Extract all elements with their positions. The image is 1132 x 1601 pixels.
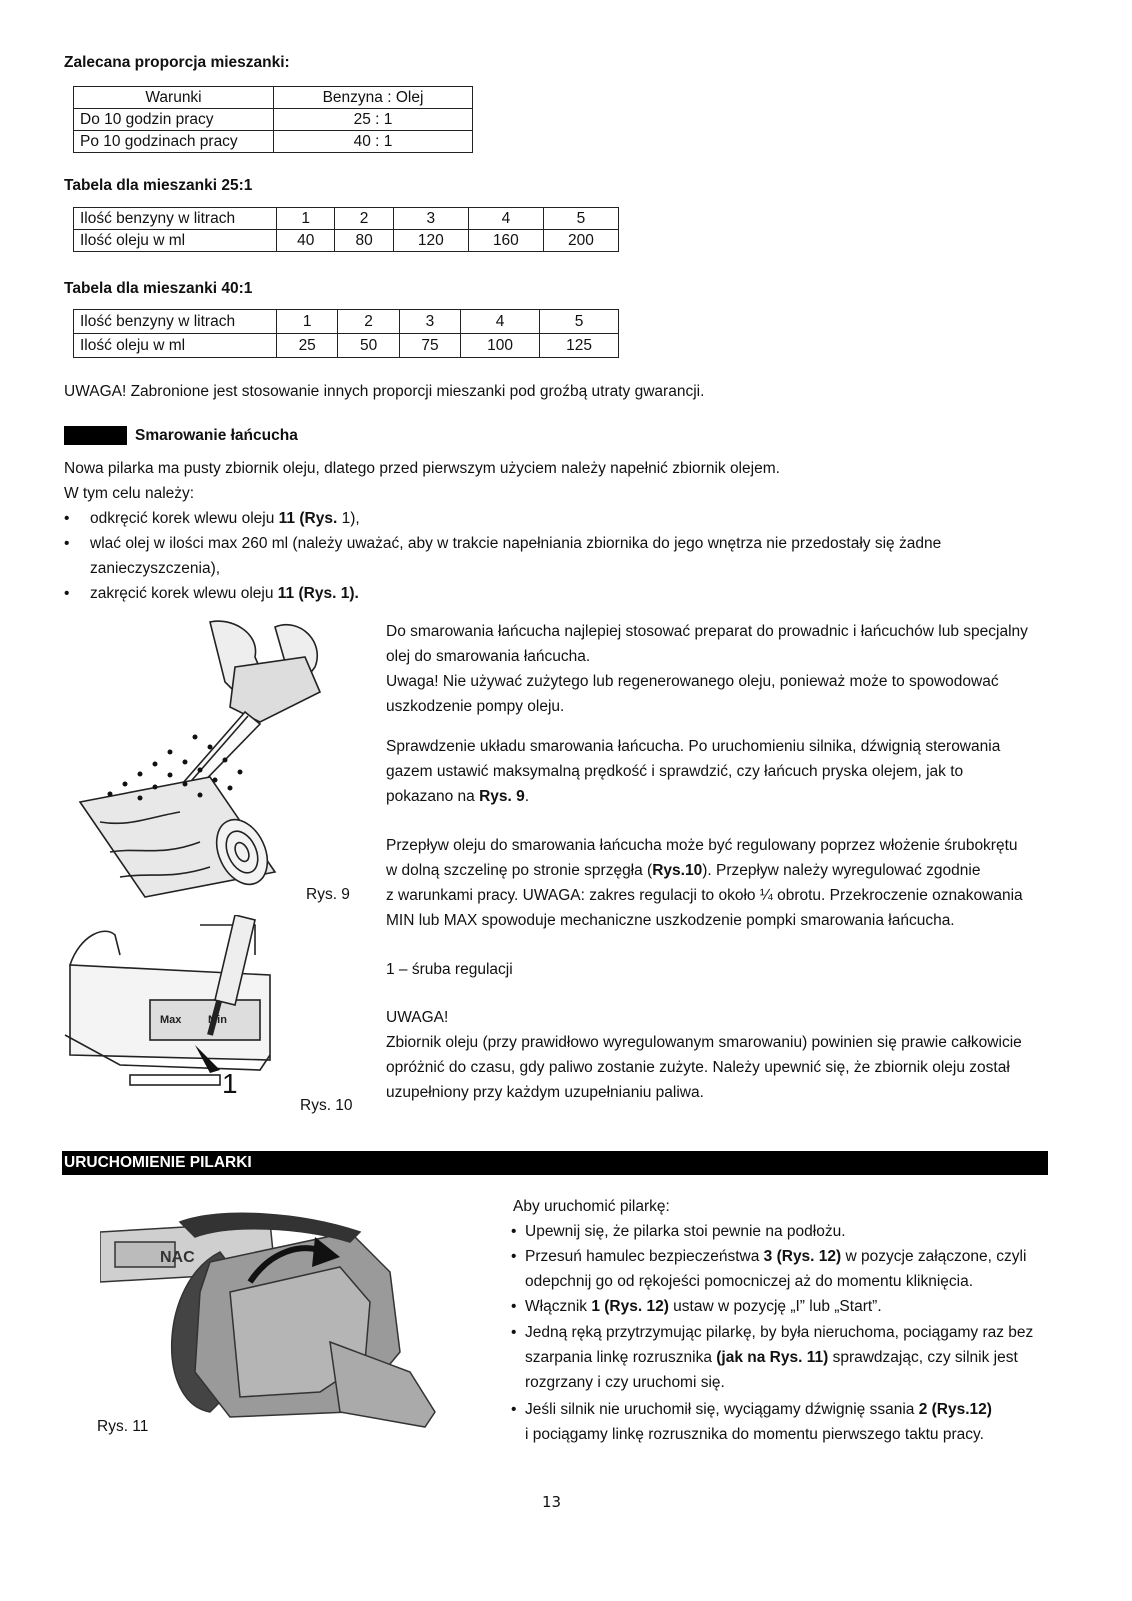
figure-11-label: Rys. 11	[97, 1418, 149, 1435]
table-cell: 1	[277, 310, 338, 334]
bullet-icon: •	[64, 535, 70, 552]
table-cell: Ilość benzyny w litrach	[74, 310, 277, 334]
lube-section-title: Smarowanie łańcucha	[135, 427, 298, 444]
table-cell: 40 : 1	[274, 131, 473, 153]
table-cell: Ilość oleju w ml	[74, 230, 277, 252]
start-section-bar	[62, 1151, 1048, 1175]
bullet-icon: •	[64, 585, 70, 602]
table-cell: 125	[540, 334, 619, 358]
table-cell: 75	[399, 334, 460, 358]
table-cell: Po 10 godzinach pracy	[74, 131, 274, 153]
mix-heading: Zalecana proporcja mieszanki:	[64, 54, 290, 71]
table-cell: 1	[277, 208, 335, 230]
table-cell: 200	[543, 230, 618, 252]
table-cell: 100	[461, 334, 540, 358]
lube-oil-paragraph: Do smarowania łańcucha najlepiej stosować preparat do prowadnic i łańcuchów lub specjalny olej do smarowania łańcucha. Uwaga! Nie używać zużytego lub regenerowanego oleju, ponieważ może to spowodować uszkodzenie pompy oleju.	[386, 623, 1028, 715]
list-item: • Jeśli silnik nie uruchomił się, wyciągamy dźwignię ssania 2 (Rys.12) i pociągamy linkę rozrusznika do momentu pierwszego taktu pracy.	[511, 1397, 1051, 1447]
table-cell: 5	[543, 208, 618, 230]
section-marker	[64, 426, 127, 445]
table-row	[74, 334, 619, 358]
table-cell: Do 10 godzin pracy	[74, 109, 274, 131]
lube-check-paragraph: Sprawdzenie układu smarowania łańcucha. Po uruchomieniu silnika, dźwignią sterowania gazem ustawić maksymalną prędkość i sprawdzić, czy łańcuch pryska olejem, jak to pokazano na Rys. 9.	[386, 738, 1001, 805]
table-cell: 2	[338, 310, 399, 334]
table-cell: 50	[338, 334, 399, 358]
table-cell: 4	[468, 208, 543, 230]
table-row	[74, 310, 619, 334]
list-item: • odkręcić korek wlewu oleju 11 (Rys. 1),	[64, 506, 1064, 531]
table-row	[74, 208, 619, 230]
screw-legend: 1 – śruba regulacji	[386, 961, 513, 978]
bullet-icon: •	[511, 1298, 517, 1315]
lube-intro: Nowa pilarka ma pusty zbiornik oleju, dlatego przed pierwszym użyciem należy napełnić zbiornik olejem.	[64, 460, 780, 477]
mix-25-table	[73, 207, 619, 252]
bullet-icon: •	[511, 1248, 517, 1265]
list-item: • zakręcić korek wlewu oleju 11 (Rys. 1).	[64, 581, 1064, 606]
chainsaw-start-illustration	[100, 1212, 440, 1442]
oil-adjustment-illustration	[60, 915, 290, 1115]
table-row	[74, 109, 473, 131]
table-cell: Ilość oleju w ml	[74, 334, 277, 358]
start-section-title: URUCHOMIENIE PILARKI	[64, 1154, 252, 1171]
lube-intro-2: W tym celu należy:	[64, 485, 195, 502]
min-label: Min	[208, 1014, 227, 1026]
table-cell: Benzyna : Olej	[274, 87, 473, 109]
figure-9-label: Rys. 9	[306, 886, 350, 903]
table-cell: 120	[393, 230, 468, 252]
table-cell: 3	[393, 208, 468, 230]
table-row	[74, 87, 473, 109]
start-intro: Aby uruchomić pilarkę:	[513, 1198, 670, 1215]
bullet-icon: •	[64, 510, 70, 527]
table-cell: 160	[468, 230, 543, 252]
brand-logo: NAC	[160, 1249, 195, 1266]
oil-tank-warning: UWAGA! Zbiornik oleju (przy prawidłowo wyregulowanym smarowaniu) powinien się prawie całkowicie opróżnić do czasu, gdy paliwo zostanie zużyte. Należy upewnić się, że zbiornik oleju został uzupełniony przy każdym uzupełnianiu paliwa.	[386, 1009, 1022, 1101]
table-cell: Ilość benzyny w litrach	[74, 208, 277, 230]
oil-spray-illustration	[60, 612, 360, 902]
list-item: • wlać olej w ilości max 260 ml (należy uważać, aby w trakcie napełniania zbiornika do jego wnętrza nie przedostały się żadne zanieczyszczenia),	[64, 531, 1064, 581]
bullet-icon: •	[511, 1223, 517, 1240]
table-cell: 4	[461, 310, 540, 334]
list-item: • Przesuń hamulec bezpieczeństwa 3 (Rys. 12) w pozycje załączone, czyli odepchnij go od rękojeści pomocniczej aż do momentu kliknięcia.	[511, 1244, 1051, 1294]
ratio-warning: UWAGA! Zabronione jest stosowanie innych proporcji mieszanki pod groźbą utraty gwarancji.	[64, 383, 705, 400]
list-item: • Jedną ręką przytrzymując pilarkę, by była nieruchoma, pociągamy raz bez szarpania linkę rozrusznika (jak na Rys. 11) sprawdzając, czy silnik jest rozgrzany i czy uruchomi się.	[511, 1320, 1051, 1395]
bullet-icon: •	[511, 1401, 517, 1418]
table-cell: 3	[399, 310, 460, 334]
table-row	[74, 230, 619, 252]
table-25-heading: Tabela dla mieszanki 25:1	[64, 177, 253, 194]
table-40-heading: Tabela dla mieszanki 40:1	[64, 280, 253, 297]
table-cell: 5	[540, 310, 619, 334]
figure-10-label: Rys. 10	[300, 1097, 353, 1114]
list-item: • Włącznik 1 (Rys. 12) ustaw w pozycję „I” lub „Start”.	[511, 1294, 1051, 1319]
ratio-table	[73, 86, 473, 153]
list-item: • Upewnij się, że pilarka stoi pewnie na podłożu.	[511, 1219, 1051, 1244]
max-label: Max	[160, 1014, 182, 1026]
table-cell: 80	[335, 230, 393, 252]
table-cell: Warunki	[74, 87, 274, 109]
table-cell: 25	[277, 334, 338, 358]
mix-40-table	[73, 309, 619, 358]
table-cell: 25 : 1	[274, 109, 473, 131]
table-cell: 2	[335, 208, 393, 230]
callout-number: 1	[222, 1068, 238, 1099]
lube-flow-paragraph: Przepływ oleju do smarowania łańcucha może być regulowany poprzez włożenie śrubokrętu w dolną szczelinę po stronie sprzęgła (Rys.10). Przepływ należy wyregulować zgodnie z warunkami pracy. UWAGA: zakres regulacji to około ¼ obrotu. Przekroczenie oznakowania MIN lub MAX spowoduje mechaniczne uszkodzenie pompki smarowania łańcucha.	[386, 837, 1023, 929]
bullet-icon: •	[511, 1324, 517, 1341]
table-row	[74, 131, 473, 153]
table-cell: 40	[277, 230, 335, 252]
page-number: 13	[542, 1493, 562, 1511]
